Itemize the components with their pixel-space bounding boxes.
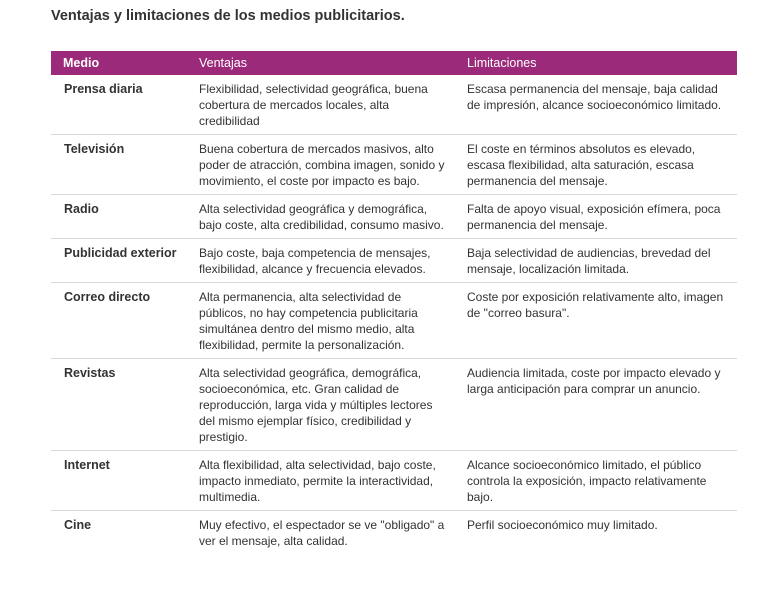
cell-ventajas: Alta selectividad geográfica y demográfica, bajo coste, alta credibilidad, consumo masivo. — [187, 195, 454, 239]
cell-ventajas: Alta flexibilidad, alta selectividad, bajo coste, impacto inmediato, permite la interactividad, multimedia. — [187, 451, 454, 511]
cell-ventajas: Flexibilidad, selectividad geográfica, buena cobertura de mercados locales, alta credibilidad — [187, 75, 454, 135]
cell-medio: Publicidad exterior — [51, 239, 187, 283]
header-medio: Medio — [51, 51, 187, 75]
cell-medio: Cine — [64, 518, 92, 532]
cell-ventajas: Alta permanencia, alta selectividad de públicos, no hay competencia publicitaria simultánea dentro del mismo medio, alta flexibilidad, permite la personalización. — [187, 283, 454, 359]
cell-limitaciones: Falta de apoyo visual, exposición efímera, poca permanencia del mensaje. — [454, 195, 737, 239]
cell-medio: Prensa diaria — [51, 75, 187, 135]
cell-ventajas: Muy efectivo, el espectador se ve "obligado" a ver el mensaje, alta calidad. — [199, 518, 445, 548]
table-row — [51, 511, 737, 555]
table-row — [51, 359, 737, 451]
cell-limitaciones: Audiencia limitada, coste por impacto elevado y larga anticipación para comprar un anuncio. — [454, 359, 737, 451]
table-row — [51, 283, 737, 359]
table-row — [51, 135, 737, 195]
cell-medio: Radio — [51, 195, 187, 239]
table-header-row — [51, 51, 737, 75]
cell-limitaciones: Escasa permanencia del mensaje, baja calidad de impresión, alcance socioeconómico limitado. — [454, 75, 737, 135]
table-row — [51, 451, 737, 511]
cell-ventajas: Buena cobertura de mercados masivos, alto poder de atracción, combina imagen, sonido y movimiento, el coste por impacto es bajo. — [187, 135, 454, 195]
cell-limitaciones: El coste en términos absolutos es elevado, escasa flexibilidad, alta saturación, escasa permanencia del mensaje. — [454, 135, 737, 195]
media-comparison-table — [51, 51, 737, 554]
table-row — [51, 239, 737, 283]
cell-ventajas: Bajo coste, baja competencia de mensajes, flexibilidad, alcance y frecuencia elevados. — [187, 239, 454, 283]
cell-limitaciones: Baja selectividad de audiencias, brevedad del mensaje, localización limitada. — [454, 239, 737, 283]
cell-medio: Televisión — [51, 135, 187, 195]
header-ventajas: Ventajas — [187, 51, 454, 75]
cell-medio: Revistas — [51, 359, 187, 451]
header-limitaciones: Limitaciones — [454, 51, 737, 75]
cell-limitaciones: Perfil socioeconómico muy limitado. — [467, 518, 658, 532]
table-row — [51, 75, 737, 135]
cell-medio: Internet — [51, 451, 187, 511]
cell-ventajas: Alta selectividad geográfica, demográfica, socioeconómica, etc. Gran calidad de reproducción, larga vida y múltiples lectores del mismo ejemplar físico, credibilidad y prestigio. — [187, 359, 454, 451]
cell-limitaciones: Alcance socioeconómico limitado, el público controla la exposición, impacto relativamente bajo. — [454, 451, 737, 511]
cell-medio: Correo directo — [51, 283, 187, 359]
page-title: Ventajas y limitaciones de los medios publicitarios. — [51, 8, 405, 24]
cell-limitaciones: Coste por exposición relativamente alto, imagen de "correo basura". — [454, 283, 737, 359]
table-row — [51, 195, 737, 239]
